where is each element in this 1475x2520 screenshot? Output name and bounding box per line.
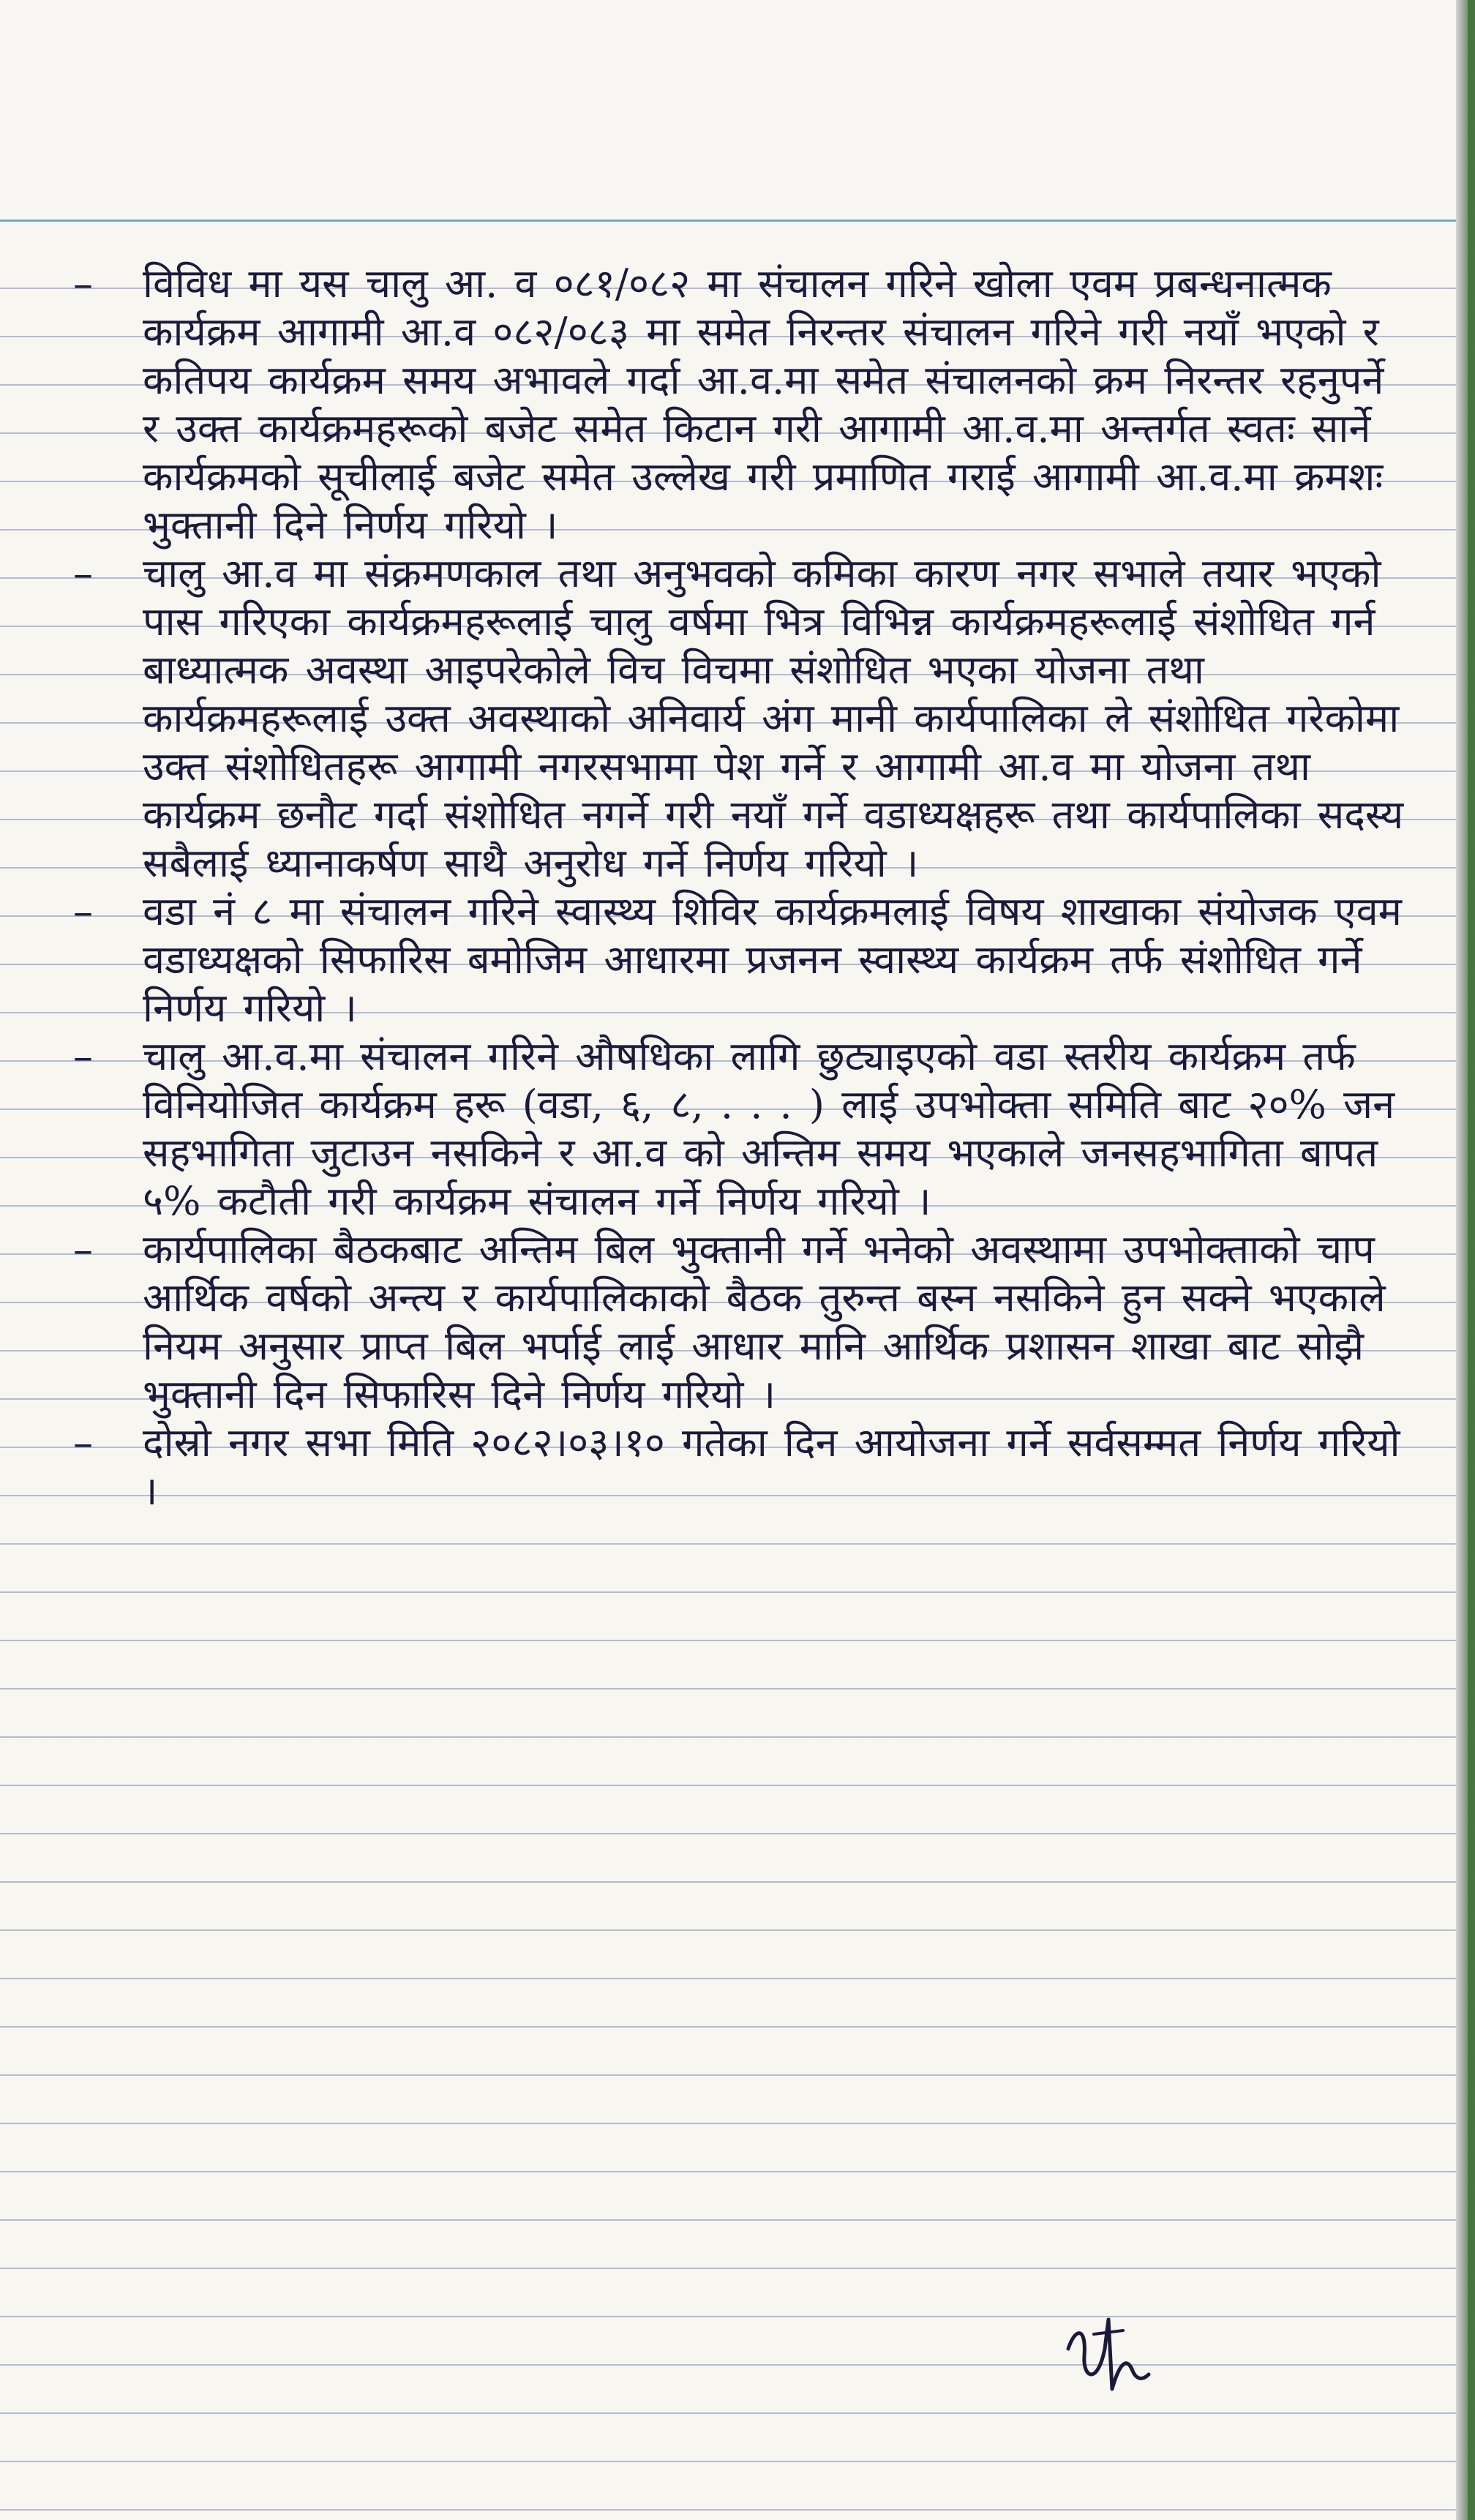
minute-entry [73,1226,1412,1419]
minute-entry [73,1032,1412,1226]
bullet-dash: – [73,1226,93,1272]
entry-text: चालु आ.व.मा संचालन गरिने औषधिका लागि छुट्याइएको वडा स्तरीय कार्यक्रम तर्फ विनियोजित कार्यक्रम हरू (वडा, ६, ८, . . . ) लाई उपभोक्ता समिति बाट २०% जन सहभागिता जुटाउन नसकिने र आ.व को अन्तिम समय भएकाले जनसहभागिता बापत ५% कटौती गरी कार्यक्रम संचालन गर्ने निर्णय गरियो । [143,1033,1395,1224]
entry-text: वडा नं ८ मा संचालन गरिने स्वास्थ्य शिविर कार्यक्रमलाई विषय शाखाका संयोजक एवम वडाध्यक्षको सिफारिस बमोजिम आधारमा प्रजनन स्वास्थ्य कार्यक्रम तर्फ संशोधित गर्ने निर्णय गरियो । [143,888,1402,1031]
minute-entry [73,1419,1412,1515]
minute-entry [73,888,1412,1032]
header-margin-line [0,220,1456,222]
bullet-dash: – [73,260,93,307]
entry-text: विविध मा यस चालु आ. व ०८१/०८२ मा संचालन गरिने खोला एवम प्रबन्धनात्मक कार्यक्रम आगामी आ.व ०८२/०८३ मा समेत निरन्तर संचालन गरिने गरी नयाँ भएको र कतिपय कार्यक्रम समय अभावले गर्दा आ.व.मा समेत संचालनको क्रम निरन्तर रहनुपर्ने र उक्त कार्यक्रमहरूको बजेट समेत किटान गरी आगामी आ.व.मा अन्तर्गत स्वतः सार्ने कार्यक्रमको सूचीलाई बजेट समेत उल्लेख गरी प्रमाणित गराई आगामी आ.व.मा क्रमशः भुक्तानी दिने निर्णय गरियो । [143,260,1384,548]
entry-text: कार्यपालिका बैठकबाट अन्तिम बिल भुक्तानी गर्ने भनेको अवस्थामा उपभोक्ताको चाप आर्थिक वर्षको अन्त्य र कार्यपालिकाको बैठक तुरुन्त बस्न नसकिने हुन सक्ने भएकाले नियम अनुसार प्राप्त बिल भर्पाई लाई आधार मानि आर्थिक प्रशासन शाखा बाट सोझै भुक्तानी दिन सिफारिस दिने निर्णय गरियो । [143,1226,1386,1417]
handwritten-signature [1054,2305,1163,2407]
entry-text: चालु आ.व मा संक्रमणकाल तथा अनुभवको कमिका कारण नगर सभाले तयार भएको पास गरिएका कार्यक्रमहरूलाई चालु वर्षमा भित्र विभिन्न कार्यक्रमहरूलाई संशोधित गर्न बाध्यात्मक अवस्था आइपरेकोले विच विचमा संशोधित भएका योजना तथा कार्यक्रमहरूलाई उक्त अवस्थाको अनिवार्य अंग मानी कार्यपालिका ले संशोधित गरेकोमा उक्त संशोधितहरू आगामी नगरसभामा पेश गर्ने र आगामी आ.व मा योजना तथा कार्यक्रम छनौट गर्दा संशोधित नगर्ने गरी नयाँ गर्ने वडाध्यक्षहरू तथा कार्यपालिका सदस्य सबैलाई ध्यानाकर्षण साथै अनुरोध गर्ने निर्णय गरियो । [143,550,1404,886]
bullet-dash: – [73,550,93,596]
bullet-dash: – [73,1420,93,1466]
handwritten-minutes [73,260,1412,1515]
minute-entry [73,260,1412,550]
bullet-dash: – [73,888,93,934]
entry-text: दोस्रो नगर सभा मिति २०८२।०३।१० गतेका दिन आयोजना गर्ने सर्वसम्मत निर्णय गरियो । [143,1420,1400,1514]
bullet-dash: – [73,1033,93,1079]
minute-entry [73,550,1412,888]
page-top-margin [0,0,1456,241]
notebook-binding-edge [1456,0,1475,2520]
